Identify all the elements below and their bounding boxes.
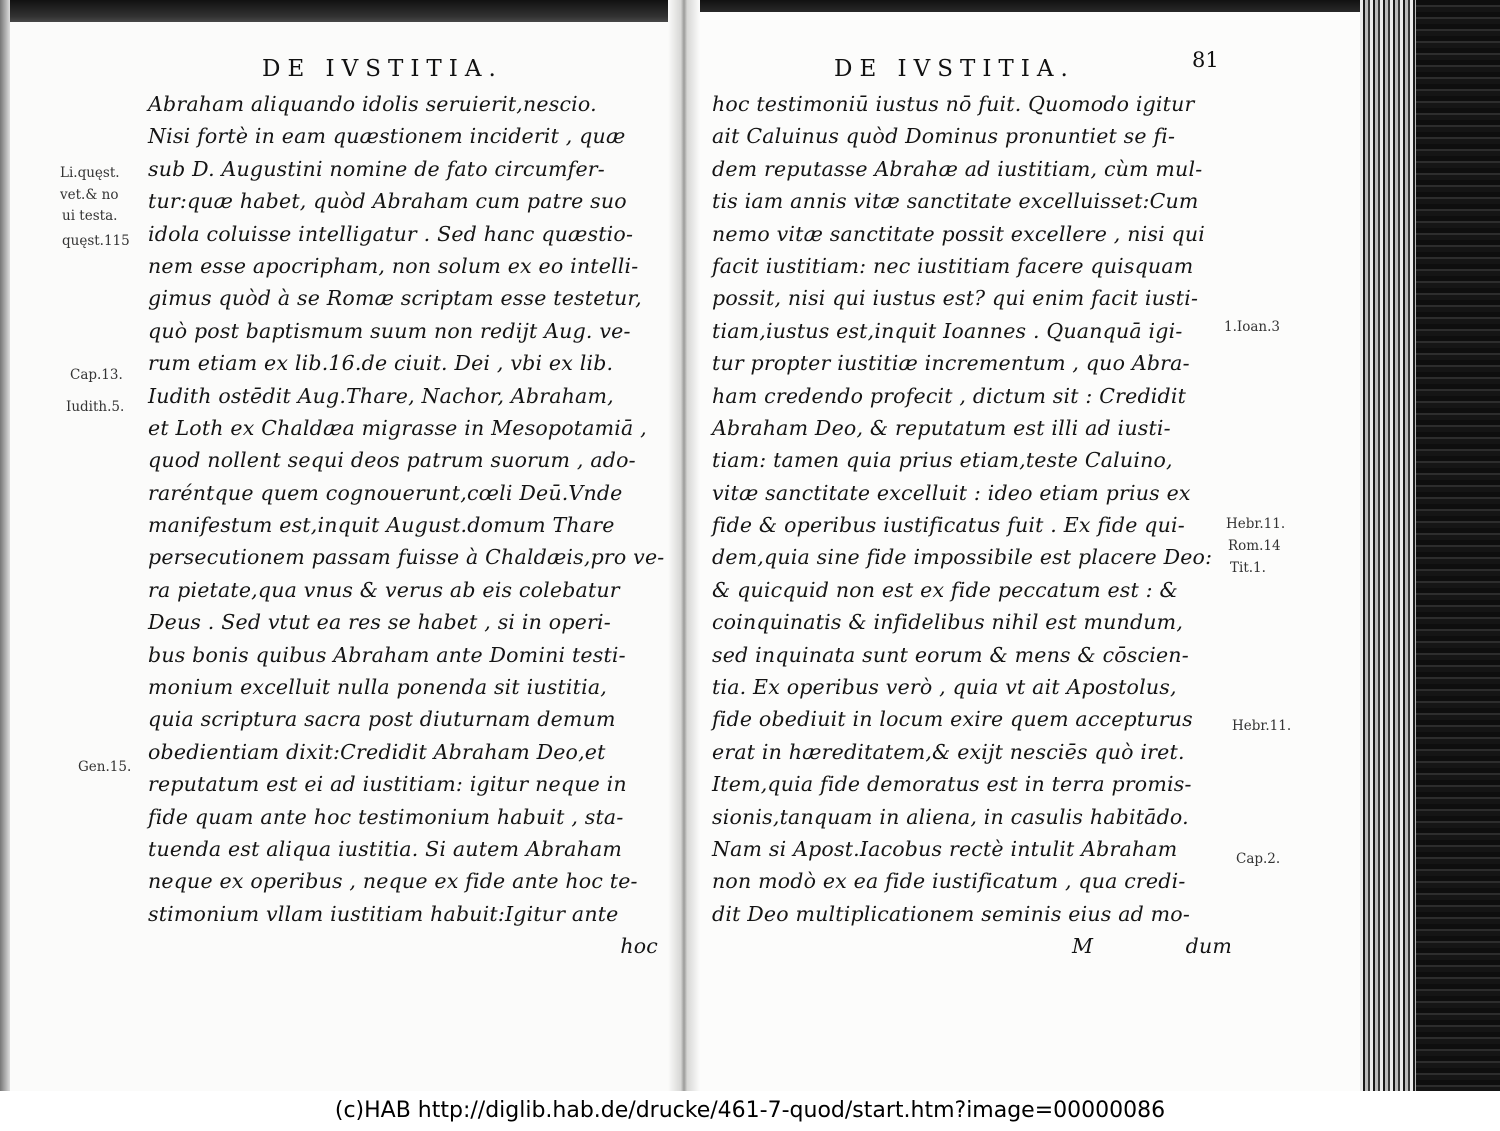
text-line: Item,quia fide demoratus est in terra promis-	[712, 772, 1192, 797]
text-line: idola coluisse intelligatur . Sed hanc quæstio-	[148, 221, 634, 246]
text-line: & quicquid non est ex fide peccatum est : &	[712, 577, 1178, 602]
text-line: hoc testimoniū iustus nō fuit. Quomodo igitur	[712, 92, 1195, 116]
text-line: dit Deo multiplicationem seminis eius ad mo-	[712, 901, 1190, 926]
left-margin-note: Iudith.5.	[66, 399, 125, 415]
left-margin-note: Cap.13.	[70, 367, 123, 383]
text-line: quia scriptura sacra post diuturnam demum	[148, 707, 616, 732]
left-margin-note: Li.quęst.	[60, 165, 120, 181]
text-line: sub D. Augustini nomine de fato circumfer-	[148, 156, 605, 181]
text-line: ham credendo profecit , dictum sit : Credidit	[712, 383, 1187, 408]
left-text-column	[148, 88, 668, 963]
left-running-head: DE IVSTITIA.	[262, 56, 503, 82]
text-line: quod nollent sequi deos patrum suorum , ado-	[148, 448, 636, 473]
text-line: monium excelluit nulla ponenda sit iustitia,	[148, 675, 607, 700]
text-line: fide quam ante hoc testimonium habuit , sta-	[148, 804, 624, 829]
book-gutter	[668, 0, 700, 1091]
right-margin-note: Rom.14	[1228, 538, 1281, 554]
text-line: tuenda est aliqua iustitia. Si autem Abraham	[148, 836, 623, 861]
book-cover-edge	[1416, 0, 1500, 1091]
text-line: nemo vitæ sanctitate possit excellere , nisi qui	[712, 221, 1206, 246]
text-line: dem reputasse Abrahæ ad iustitiam, cùm mul-	[712, 156, 1203, 181]
text-line: coinquinatis & infidelibus nihil est mundum,	[712, 610, 1184, 635]
left-margin-note: Gen.15.	[78, 759, 132, 775]
text-line: tis iam annis vitæ sanctitate excelluisset:Cum	[712, 189, 1199, 214]
text-line: stimonium vllam iustitiam habuit:Igitur ante	[148, 901, 619, 926]
text-line: et Loth ex Chaldæa migrasse in Mesopotamiā ,	[148, 415, 647, 440]
signature-line	[712, 930, 1232, 962]
text-line: quò post baptismum suum non rediјt Aug. ve-	[148, 318, 631, 343]
text-line: fide obediuit in locum exire quem accepturus	[712, 707, 1193, 732]
text-line: manifestum est,inquit August.domum Thare	[148, 513, 615, 538]
signature-mark: M	[1072, 934, 1094, 959]
text-line: sed inquinata sunt eorum & mens & cōscien-	[712, 642, 1189, 667]
text-line: reputatum est ei ad iustitiam: igitur neque in	[148, 772, 627, 797]
right-text-column	[712, 88, 1232, 963]
copyright-footer: (c)HAB http://diglib.hab.de/drucke/461-7-quod/start.htm?image=00000086	[0, 1091, 1500, 1131]
text-line: obedientiam dixit:Credidit Abraham Deo,et	[148, 739, 606, 764]
right-margin-note: Cap.2.	[1236, 851, 1281, 867]
text-line: tia. Ex operibus verò , quia vt ait Apostolus,	[712, 675, 1177, 700]
text-line: rum etiam ex lib.16.de ciuit. Dei , vbi ex lib.	[148, 351, 614, 376]
text-line: non modò ex ea fide iustificatum , qua credi-	[712, 869, 1186, 894]
text-line: Abraham aliquando idolis seruierit,nescio.	[148, 92, 597, 116]
text-line: persecutionem passam fuisse à Chaldæis,pro ve-	[148, 545, 665, 570]
text-line: bus bonis quibus Abraham ante Domini testi-	[148, 642, 626, 667]
text-line: nem esse apocripham, non solum ex eo intelli-	[148, 253, 639, 278]
text-line: gimus quòd à se Romæ scriptam esse testetur,	[148, 286, 642, 311]
text-line: Deus . Sed vtut ea res se habet , si in operi-	[148, 610, 611, 635]
text-line: fide & operibus iustificatus fuit . Ex fide qui-	[712, 513, 1185, 538]
text-line: Nam si Apost.Iacobus rectè intulit Abraham	[712, 836, 1178, 861]
right-margin-note: Tit.1.	[1230, 560, 1266, 576]
text-line: Nisi fortè in eam quæstionem inciderit , quæ	[148, 124, 626, 149]
right-margin-note: 1.Ioan.3	[1224, 319, 1280, 335]
left-margin-note: vet.& no	[60, 187, 119, 203]
left-edge-shadow	[0, 0, 10, 1091]
page-edges	[1360, 0, 1500, 1091]
text-line: ra pietate,qua vnus & verus ab eis colebatur	[148, 577, 620, 602]
text-line: Iudith ostēdit Aug.Thare, Nachor, Abraham,	[148, 383, 614, 408]
text-line: neque ex operibus , neque ex fide ante hoc te-	[148, 869, 638, 894]
text-line: possit, nisi qui iustus est? qui enim facit iusti-	[712, 286, 1199, 311]
text-line: Abraham Deo, & reputatum est illi ad iusti-	[712, 415, 1171, 440]
text-line: vitæ sanctitate excelluit : ideo etiam prius ex	[712, 480, 1191, 505]
right-margin-note: Hebr.11.	[1226, 516, 1286, 532]
right-running-head: DE IVSTITIA.	[834, 56, 1075, 82]
text-line: ait Caluinus quòd Dominus pronuntiet se fi-	[712, 124, 1176, 149]
text-line: dem,quia sine fide impossibile est placere Deo:	[712, 545, 1213, 570]
text-line: tur propter iustitiæ incrementum , quo Abra-	[712, 351, 1190, 376]
catchword: dum	[1185, 934, 1232, 959]
text-line: tur:quæ habet, quòd Abraham cum patre suo	[148, 189, 627, 214]
right-margin-note: Hebr.11.	[1232, 718, 1292, 734]
text-line: sionis,tanquam in aliena, in casulis habitādo.	[712, 804, 1189, 829]
text-line: tiam: tamen quia prius etiam,teste Caluino,	[712, 448, 1173, 473]
left-margin-note: quęst.115	[62, 233, 130, 249]
text-line: tiam,iustus est,inquit Ioannes . Quanquā igi-	[712, 318, 1183, 343]
text-line: erat in hæreditatem,& exijt nesciēs quò iret.	[712, 739, 1185, 764]
left-margin-note: ui testa.	[62, 208, 118, 224]
catchword: hoc	[620, 934, 658, 959]
folio-number: 81	[1192, 48, 1219, 72]
text-line: facit iustitiam: nec iustitiam facere quisquam	[712, 253, 1194, 278]
text-line: raréntque quem cognouerunt,cœli Deū.Vnde	[148, 480, 623, 505]
